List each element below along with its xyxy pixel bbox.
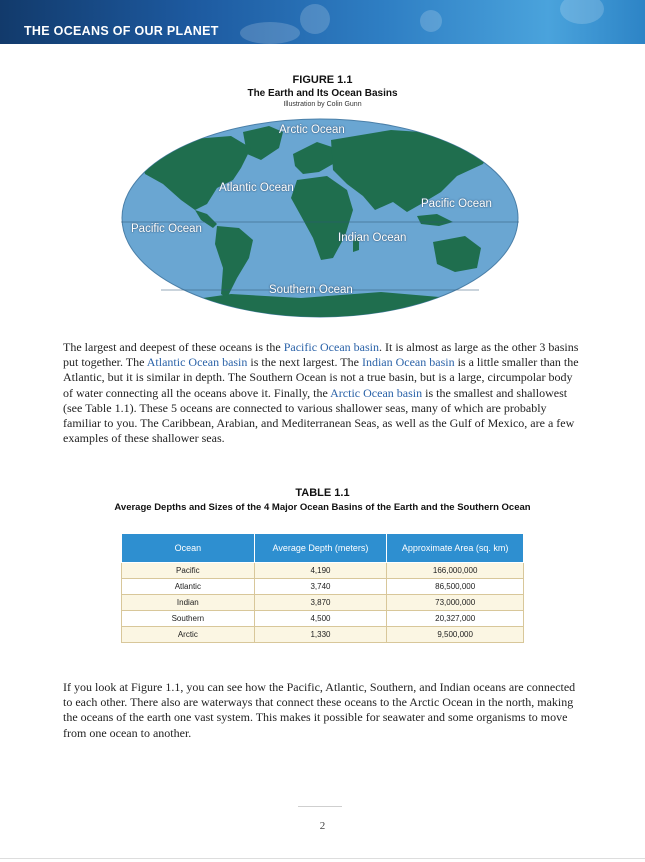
column-header-ocean: Ocean xyxy=(122,534,255,563)
page-header-title: THE OCEANS OF OUR PLANET xyxy=(24,24,219,38)
cell-ocean: Indian xyxy=(122,595,255,611)
page-number: 2 xyxy=(319,820,326,832)
map-label-indian-ocean: Indian Ocean xyxy=(338,232,407,244)
map-label-arctic-ocean: Arctic Ocean xyxy=(279,124,345,136)
pacific-ocean-basin-link[interactable]: Pacific Ocean basin xyxy=(283,340,379,354)
table-label: TABLE 1.1 xyxy=(295,487,350,499)
table-row xyxy=(122,563,524,579)
cell-depth: 4,500 xyxy=(254,611,387,627)
paragraph-text: is the next largest. The xyxy=(247,355,362,370)
table-row xyxy=(122,595,524,611)
cell-area: 9,500,000 xyxy=(387,627,524,643)
table-title: Average Depths and Sizes of the 4 Major Ocean Basins of the Earth and the Southern Ocean xyxy=(114,502,531,513)
bottom-divider xyxy=(0,858,645,859)
cell-depth: 1,330 xyxy=(254,627,387,643)
paragraph-text: is the smallest and shallowest (see Table 1.1). These 5 oceans are connected to various shallower seas, many of which are probably familiar to you. The Caribbean, Arabian, and Mediterranean Seas, as well as the Gulf of Mexico, are a few examples of these shallower seas. xyxy=(63,385,575,446)
decorative-bubble xyxy=(420,10,442,32)
figure-title: The Earth and Its Ocean Basins xyxy=(247,88,398,99)
table-row xyxy=(122,627,524,643)
cell-area: 86,500,000 xyxy=(387,579,524,595)
page-header-banner xyxy=(0,0,645,44)
cell-area: 73,000,000 xyxy=(387,595,524,611)
ocean-basins-table xyxy=(121,533,524,643)
cell-depth: 3,740 xyxy=(254,579,387,595)
figure-credit: Illustration by Colin Gunn xyxy=(283,101,362,108)
arctic-ocean-basin-link[interactable]: Arctic Ocean basin xyxy=(330,385,423,400)
cell-ocean: Arctic xyxy=(122,627,255,643)
column-header-approximate-area: Approximate Area (sq. km) xyxy=(387,534,524,563)
table-row xyxy=(122,611,524,627)
map-label-atlantic-ocean: Atlantic Ocean xyxy=(219,182,294,194)
decorative-bubble xyxy=(560,0,604,24)
paragraph-text: is a little smaller than the Atlantic, but it is similar in depth. The Southern Ocean is not a true basin, but is a large, circumpolar body of water connecting all the oceans above it. Finally, the xyxy=(63,355,579,400)
body-paragraph-connections: If you look at Figure 1.1, you can see how the Pacific, Atlantic, Southern, and Indian oceans are connected to each other. There also are waterways that connect these oceans to the Arctic Ocean in the north, making the oceans of the earth one vast system. This makes it possible for seawater and some organisms to move from one ocean to another. xyxy=(63,680,576,740)
map-label-southern-ocean: Southern Ocean xyxy=(269,284,353,296)
cell-area: 20,327,000 xyxy=(387,611,524,627)
decorative-bubble xyxy=(240,22,300,44)
world-map xyxy=(121,118,519,318)
footer-divider xyxy=(298,806,342,807)
decorative-bubble xyxy=(300,4,330,34)
cell-depth: 4,190 xyxy=(254,563,387,579)
body-paragraph-oceans xyxy=(63,340,583,446)
cell-ocean: Atlantic xyxy=(122,579,255,595)
cell-depth: 3,870 xyxy=(254,595,387,611)
map-label-pacific-ocean-east: Pacific Ocean xyxy=(421,198,492,210)
paragraph-text: . It is almost as large as the other 3 basins put together. The xyxy=(63,340,579,370)
paragraph-text: The largest and deepest of these oceans is the xyxy=(63,340,284,354)
cell-area: 166,000,000 xyxy=(387,563,524,579)
figure-label: FIGURE 1.1 xyxy=(292,74,353,86)
map-label-pacific-ocean-west: Pacific Ocean xyxy=(131,223,202,235)
cell-ocean: Southern xyxy=(122,611,255,627)
table-row xyxy=(122,579,524,595)
cell-ocean: Pacific xyxy=(122,563,255,579)
atlantic-ocean-basin-link[interactable]: Atlantic Ocean basin xyxy=(146,355,248,370)
table-header-row xyxy=(122,534,524,563)
indian-ocean-basin-link[interactable]: Indian Ocean basin xyxy=(361,355,455,370)
column-header-average-depth: Average Depth (meters) xyxy=(254,534,387,563)
